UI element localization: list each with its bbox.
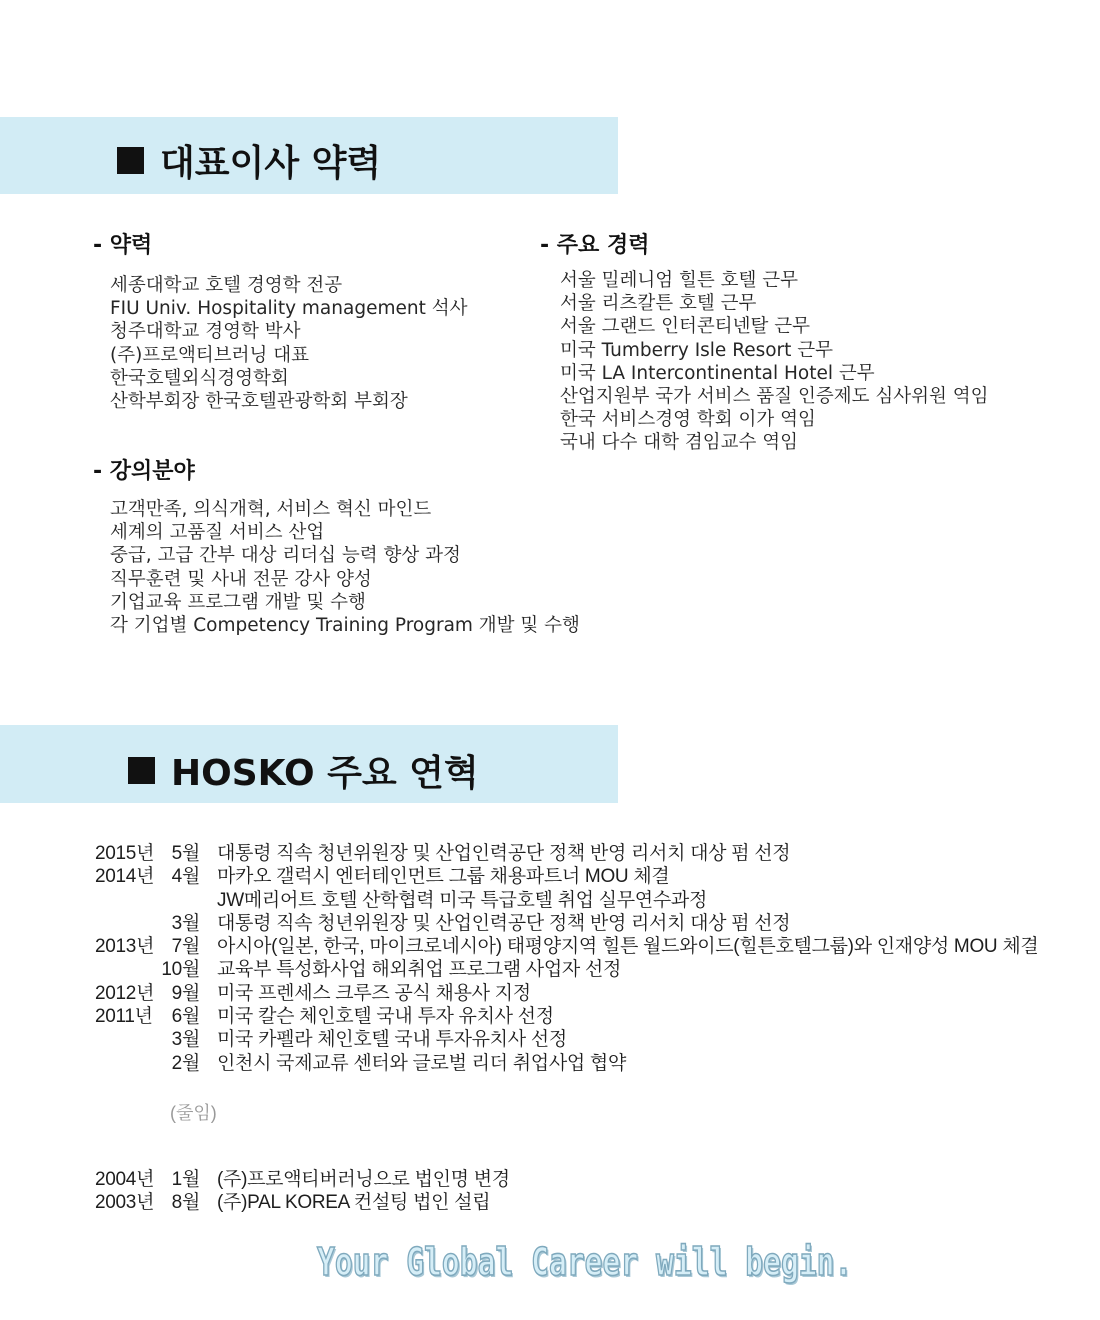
history-month: 4월 xyxy=(171,866,200,888)
list-item: 미국 LA Intercontinental Hotel 근무 xyxy=(560,362,875,384)
experience-heading: - 주요 경력 xyxy=(540,233,650,258)
history-month: 6월 xyxy=(171,1006,200,1028)
history-year: 2012년 xyxy=(95,982,155,1004)
section-title-text: HOSKO 주요 연혁 xyxy=(171,753,479,794)
list-item: 서울 밀레니엄 힐튼 호텔 근무 xyxy=(560,270,798,291)
history-month: 7월 xyxy=(171,936,200,958)
history-month: 8월 xyxy=(171,1192,200,1214)
abbreviated-note: (줄임) xyxy=(170,1103,217,1123)
career-heading: - 약력 xyxy=(93,233,153,258)
history-text: 미국 프렌세스 크루즈 공식 채용사 지정 xyxy=(217,982,531,1004)
history-year: 2011년 xyxy=(95,1006,153,1028)
list-item: 기업교육 프로그램 개발 및 수행 xyxy=(110,591,366,613)
history-month: 3월 xyxy=(171,912,200,934)
career-list xyxy=(110,274,467,413)
history-year: 2013년 xyxy=(95,936,155,958)
history-text: (주)프로액티버러닝으로 법인명 변경 xyxy=(217,1169,510,1190)
list-item: 세종대학교 호텔 경영학 전공 xyxy=(110,275,343,296)
list-item: 국내 다수 대학 겸임교수 역임 xyxy=(560,432,798,454)
history-text: 마카오 갤럭시 엔터테인먼트 그룹 채용파트너 MOU 체결 xyxy=(217,866,670,888)
list-item: 고객만족, 의식개혁, 서비스 혁신 마인드 xyxy=(110,499,432,520)
history-year: 2014년 xyxy=(95,866,155,888)
section-title-text: 대표이사 약력 xyxy=(160,143,382,184)
list-item: 산학부회장 한국호텔관광학회 부회장 xyxy=(110,391,408,413)
list-item: 세계의 고품질 서비스 산업 xyxy=(110,522,325,544)
history-text: 미국 칼슨 체인호텔 국내 투자 유치사 선정 xyxy=(217,1006,554,1028)
history-month: 3월 xyxy=(171,1029,200,1051)
black-square-bullet xyxy=(117,147,144,174)
history-text: JW메리어트 호텔 산학협력 미국 특급호텔 취업 실무연수과정 xyxy=(217,889,708,911)
history-text: 대통령 직속 청년위원장 및 산업인력공단 정책 반영 리서치 대상 펌 선정 xyxy=(217,843,791,864)
history-text: (주)PAL KOREA 컨설팅 법인 설립 xyxy=(217,1192,491,1214)
footer-slogan: Your Global Career will begin. xyxy=(317,1240,853,1284)
history-month: 2월 xyxy=(171,1052,200,1074)
list-item: 산업지원부 국가 서비스 품질 인증제도 심사위원 역임 xyxy=(560,386,989,408)
list-item: (주)프로액티브러닝 대표 xyxy=(110,344,310,366)
history-year: 2015년 xyxy=(95,843,155,864)
list-item: FIU Univ. Hospitality management 석사 xyxy=(110,298,468,320)
history-year: 2004년 xyxy=(95,1169,155,1190)
lectures-heading: - 강의분야 xyxy=(93,459,195,484)
history-text: 미국 카펠라 체인호텔 국내 투자유치사 선정 xyxy=(217,1029,567,1051)
history-month: 1월 xyxy=(171,1169,200,1190)
list-item: 청주대학교 경영학 박사 xyxy=(110,321,301,343)
history-month: 9월 xyxy=(171,982,200,1004)
lectures-list xyxy=(110,498,580,637)
history-year: 2003년 xyxy=(95,1192,155,1214)
history-text: 교육부 특성화사업 해외취업 프로그램 사업자 선정 xyxy=(217,959,622,981)
list-item: 서울 리츠칼튼 호텔 근무 xyxy=(560,293,757,315)
list-item: 미국 Tumberry Isle Resort 근무 xyxy=(560,339,834,361)
history-text: 대통령 직속 청년위원장 및 산업인력공단 정책 반영 리서치 대상 펌 선정 xyxy=(217,912,791,934)
history-month: 10월 xyxy=(161,959,200,981)
history-text: 아시아(일본, 한국, 마이크로네시아) 태평양지역 힐튼 월드와이드(힐튼호텔그룹)와 인재양성 MOU 체결 xyxy=(217,936,1039,958)
list-item: 각 기업별 Competency Training Program 개발 및 수행 xyxy=(110,615,580,637)
list-item: 한국호텔외식경영학회 xyxy=(110,367,289,389)
list-item: 직무훈련 및 사내 전문 강사 양성 xyxy=(110,568,372,590)
list-item: 중급, 고급 간부 대상 리더십 능력 향상 과정 xyxy=(110,545,461,567)
history-month: 5월 xyxy=(171,843,200,864)
list-item: 서울 그랜드 인터콘티넨탈 근무 xyxy=(560,316,810,338)
black-square-bullet xyxy=(128,757,155,784)
section-title-ceo-profile xyxy=(117,135,381,186)
experience-list xyxy=(560,269,988,455)
history-text: 인천시 국제교류 센터와 글로벌 리더 취업사업 협약 xyxy=(217,1052,627,1074)
section-title-hosko-history xyxy=(128,745,479,796)
list-item: 한국 서비스경영 학회 이가 역임 xyxy=(560,409,816,431)
